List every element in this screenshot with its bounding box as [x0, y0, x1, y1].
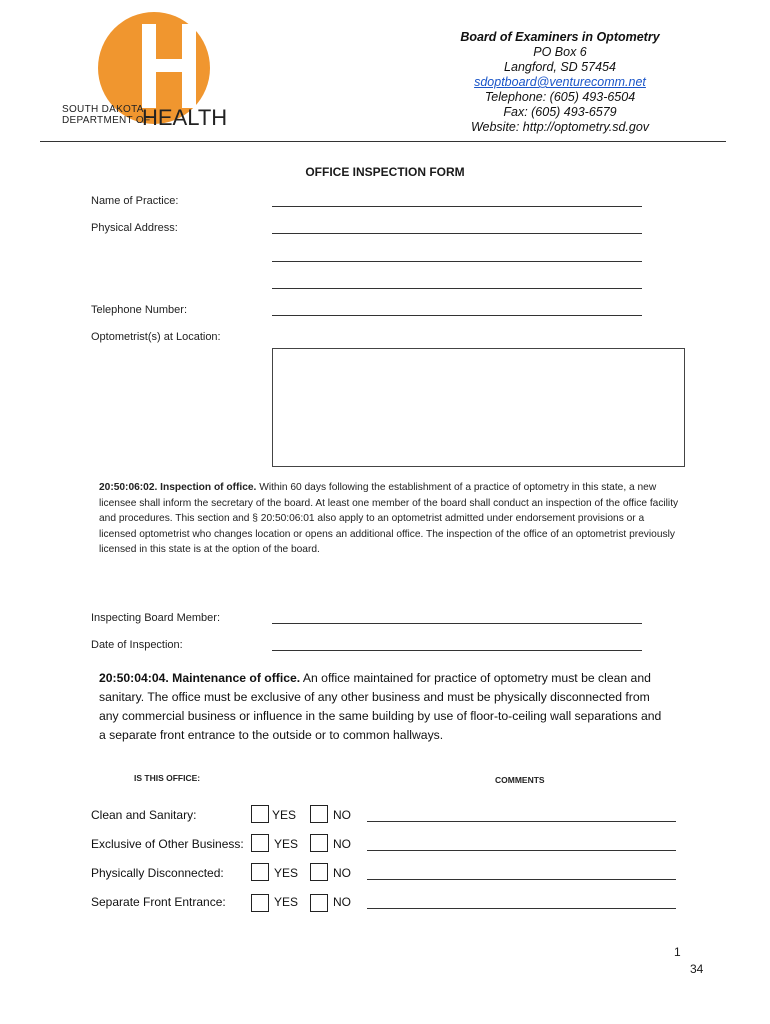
page-number: 1: [674, 945, 681, 959]
row-disconnected-label: Physically Disconnected:: [91, 866, 224, 880]
clean-comment-field[interactable]: [367, 821, 676, 822]
fax: Fax: (605) 493-6579: [503, 105, 617, 119]
row-entrance-label: Separate Front Entrance:: [91, 895, 226, 909]
disconnected-yes-checkbox[interactable]: [251, 863, 269, 881]
clean-yes-label: YES: [272, 808, 297, 822]
is-this-office-header: IS THIS OFFICE:: [134, 773, 201, 783]
entrance-no-label: NO: [333, 895, 351, 909]
comments-header: COMMENTS: [495, 775, 545, 785]
entrance-no-checkbox[interactable]: [310, 894, 328, 912]
address-field-line3[interactable]: [272, 288, 642, 289]
inspection-date-field[interactable]: [272, 650, 642, 651]
inspection-rule-paragraph: [99, 480, 679, 558]
address-label: Physical Address:: [91, 222, 178, 234]
telephone-field[interactable]: [272, 315, 642, 316]
entrance-yes-label: YES: [274, 895, 299, 909]
logo-line-state: SOUTH DAKOTA: [62, 104, 144, 115]
practice-name-field[interactable]: [272, 206, 642, 207]
logo-health-text: HEALTH: [142, 105, 228, 130]
telephone-label: Telephone Number:: [91, 304, 188, 316]
logo-line-dept: DEPARTMENT OF: [62, 115, 151, 126]
board-name: Board of Examiners in Optometry: [460, 30, 660, 44]
sd-health-logo: [60, 12, 228, 130]
row-clean-label: Clean and Sanitary:: [91, 808, 197, 822]
optometrists-label: Optometrist(s) at Location:: [91, 331, 221, 343]
city-state-zip: Langford, SD 57454: [504, 60, 616, 74]
address-field-line1[interactable]: [272, 233, 642, 234]
contact-block: [430, 30, 690, 135]
website: Website: http://optometry.sd.gov: [470, 120, 650, 134]
optometrists-box[interactable]: [272, 348, 685, 467]
clean-yes-checkbox[interactable]: [251, 805, 269, 823]
telephone: Telephone: (605) 493-6504: [484, 90, 636, 104]
form-title: OFFICE INSPECTION FORM: [305, 165, 465, 179]
maintenance-rule-paragraph: [99, 669, 671, 745]
inspecting-member-label: Inspecting Board Member:: [91, 612, 221, 624]
inspection-rule-text: Within 60 days following the establishment of a practice of optometry in this state, a new licensee shall inform the secretary of the board. At least one member of the board shall conduct an inspection of the office facility and procedures. This section and § 20:50:06:01 also apply to an optometrist admitted under endorsement provisions or a licensed optometrist who changes location or opens an additional office. The inspection of the office of an optometrist previously licensed in this state is at the option of the board.: [99, 482, 679, 556]
logo-department-text: [62, 104, 150, 126]
row-exclusive-label: Exclusive of Other Business:: [91, 837, 244, 851]
po-box: PO Box 6: [533, 45, 587, 59]
maintenance-rule-text: An office maintained for practice of optometry must be clean and sanitary. The office must be exclusive of any other business and must be physically disconnected from any commercial business or influence in the same building by use of floor-to-ceiling wall separations and a separate front entrance to the outside or to common hallways.: [99, 671, 662, 742]
logo-h-mark-icon: [142, 24, 212, 108]
entrance-yes-checkbox[interactable]: [251, 894, 269, 912]
clean-no-checkbox[interactable]: [310, 805, 328, 823]
page-total: 34: [690, 962, 704, 976]
disconnected-comment-field[interactable]: [367, 879, 676, 880]
disconnected-no-label: NO: [333, 866, 351, 880]
address-field-line2[interactable]: [272, 261, 642, 262]
entrance-comment-field[interactable]: [367, 908, 676, 909]
inspecting-member-field[interactable]: [272, 623, 642, 624]
maintenance-rule-heading: 20:50:04:04. Maintenance of office.: [99, 671, 301, 685]
disconnected-no-checkbox[interactable]: [310, 863, 328, 881]
inspection-rule-heading: 20:50:06:02. Inspection of office.: [99, 482, 257, 493]
inspection-date-label: Date of Inspection:: [91, 639, 183, 651]
exclusive-comment-field[interactable]: [367, 850, 676, 851]
practice-name-label: Name of Practice:: [91, 195, 179, 207]
clean-no-label: NO: [333, 808, 351, 822]
disconnected-yes-label: YES: [274, 866, 299, 880]
header-divider: [40, 141, 726, 142]
email-link[interactable]: sdoptboard@venturecomm.net: [474, 75, 646, 89]
exclusive-yes-checkbox[interactable]: [251, 834, 269, 852]
exclusive-no-label: NO: [333, 837, 351, 851]
exclusive-no-checkbox[interactable]: [310, 834, 328, 852]
exclusive-yes-label: YES: [274, 837, 299, 851]
